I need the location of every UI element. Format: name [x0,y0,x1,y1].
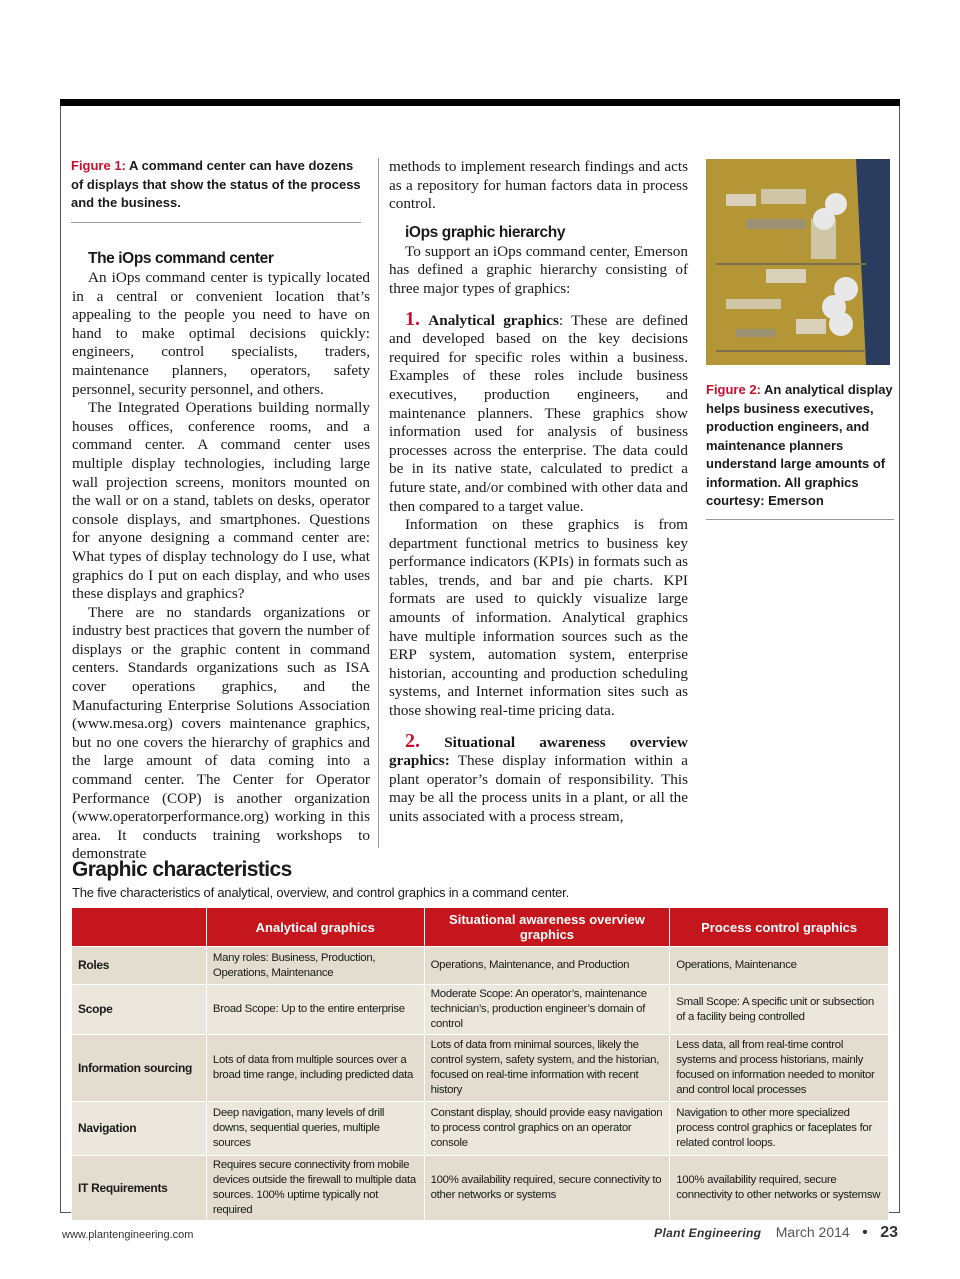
table-row [72,1102,889,1156]
figure-1-divider [71,222,361,223]
table-cell: 100% availability required, secure connectivity to other networks or systemsw [670,1156,889,1221]
footer-url: www.plantengineering.com [62,1229,194,1241]
table-cell: Constant display, should provide easy navigation to process control graphics on an operator console [424,1102,670,1156]
table-cell: 100% availability required, secure connectivity to other networks or systems [424,1156,670,1221]
footer-folio [654,1224,898,1242]
paragraph: There are no standards organizations or industry best practices that govern the number of displays or the graphic content in command centers. Standards organizations such as ISA cover operations graphics, and the Manufacturing Enterprise Solutions Association (www.mesa.org) covers maintenance graphics, but no one covers the hierarchy of graphics and the large amount of data coming into a command center. The Center for Operator Performance (COP) is another organization (www.operatorperformance.org) working in this area. It conducts training workshops to demonstrate [72,603,370,863]
figure-2-label: Figure 2: [706,382,761,397]
table-cell: Requires secure connectivity from mobile devices outside the firewall to multiple data sources. 100% uptime typically not required [206,1156,424,1221]
item-number: 2. [405,729,420,752]
section-heading: The iOps command center [88,250,274,267]
column-divider [378,158,379,848]
item-text: These display information within a plant operator’s domain of responsibility. This may be all the process units in a plant, or all the units associated with a process stream, [389,752,688,825]
table-cell: Navigation to other more specialized process control graphics or faceplates for related control loops. [670,1102,889,1156]
article-column-1 [72,249,370,864]
page-number: 23 [880,1224,898,1241]
footer-separator: • [862,1224,868,1241]
table-cell: Broad Scope: Up to the entire enterprise [206,985,424,1035]
table-header-row [72,908,889,947]
table-cell: Many roles: Business, Production, Operations, Maintenance [206,947,424,985]
item-text: : These are defined and developed based on the key decisions required for specific roles within a business. Examples of these roles include business executives, production engineers, and maintenance planners. These graphics show information used for analysis of business processes across the enterprise. The data could be in its native state, calculated to predict a future state, and/or combined with other data and then compared to a target value. [389,311,689,515]
paragraph: An iOps command center is typically located in a central or convenient location that’s appealing to the people you need to have on hand to make optimal decisions quickly: engineers, control specialists, traders, maintenance planners, operators, safety personnel, security personnel, and others. [72,269,370,398]
table-title: Graphic characteristics [72,858,292,881]
table-cell: Deep navigation, many levels of drill downs, sequential queries, multiple sources [206,1102,424,1156]
article-column-2 [389,158,688,827]
paragraph: methods to implement research findings and acts as a repository for human factors data in process control. [389,158,688,213]
paragraph: The Integrated Operations building normally houses offices, conference rooms, and a command center. A command center uses multiple display technologies, including large wall projection screens, monitors mounted on the wall or on a stand, tablets on desks, operator console displays, and smartphones. Questions for anyone designing a command center are: What types of display technology do I use, what graphics do I put on each display, and who uses these displays and graphics? [72,399,370,603]
header-situational: Situational awareness overview graphics [424,908,670,947]
table-cell: Lots of data from minimal sources, likely the control system, safety system, and the historian, focused on real-time information with recent history [424,1035,670,1102]
item-number: 1. [405,307,420,330]
figure-2-text: An analytical display helps business executives, production engineers, and maintenance planners understand large amounts of information. All graphics courtesy: Emerson [706,382,893,508]
header-process-control: Process control graphics [670,908,889,947]
item-title: Situational awareness overview graphics: [389,733,688,770]
table-cell: Less data, all from real-time control systems and process historians, mainly focused on information needed to monitor and control local processes [670,1035,889,1102]
table-cell: Moderate Scope: An operator’s, maintenance technician’s, production engineer’s domain of control [424,985,670,1035]
numbered-item-2 [389,729,688,827]
top-rule [60,99,900,106]
table-cell: Operations, Maintenance, and Production [424,947,670,985]
section-heading: iOps graphic hierarchy [405,223,566,241]
figure-2-divider [706,519,894,520]
table-cell: Lots of data from multiple sources over a broad time range, including predicted data [206,1035,424,1102]
figure-1-text: A command center can have dozens of displays that show the status of the process and the business. [71,158,361,210]
row-label: Navigation [72,1102,207,1156]
row-label: IT Requirements [72,1156,207,1221]
table-subtitle: The five characteristics of analytical, overview, and control graphics in a command center. [72,885,569,900]
figure-1-caption [71,157,366,213]
figure-2-caption [706,381,894,511]
issue-date: March 2014 [775,1224,850,1240]
numbered-item-1 [389,307,689,517]
table-row [72,947,889,985]
paragraph: Information on these graphics is from department functional metrics to business key performance indicators (KPIs) in formats such as tables, trends, and bar and pie charts. KPI formats are used to quickly visualize large amounts of information. Analytical graphics have multiple information sources such as the ERP system, automation system, enterprise historian, accounting and production scheduling systems, and Internet information sites such as those showing real-time pricing data. [389,516,688,720]
table-cell: Small Scope: A specific unit or subsection of a facility being controlled [670,985,889,1035]
graphic-characteristics-table [71,907,889,1221]
row-label: Scope [72,985,207,1035]
figure-1-label: Figure 1: [71,158,126,173]
table-row [72,1156,889,1221]
item-title: Analytical graphics [428,311,559,329]
paragraph: To support an iOps command center, Emerson has defined a graphic hierarchy consisting of three major types of graphics: [389,242,688,297]
plant-layout-illustration [706,159,890,365]
table-cell: Operations, Maintenance [670,947,889,985]
row-label: Roles [72,947,207,985]
figure-2-image [706,159,890,365]
row-label: Information sourcing [72,1035,207,1102]
table-row [72,1035,889,1102]
table-row [72,985,889,1035]
publication-name: Plant Engineering [654,1226,762,1240]
header-blank [72,908,207,947]
header-analytical: Analytical graphics [206,908,424,947]
